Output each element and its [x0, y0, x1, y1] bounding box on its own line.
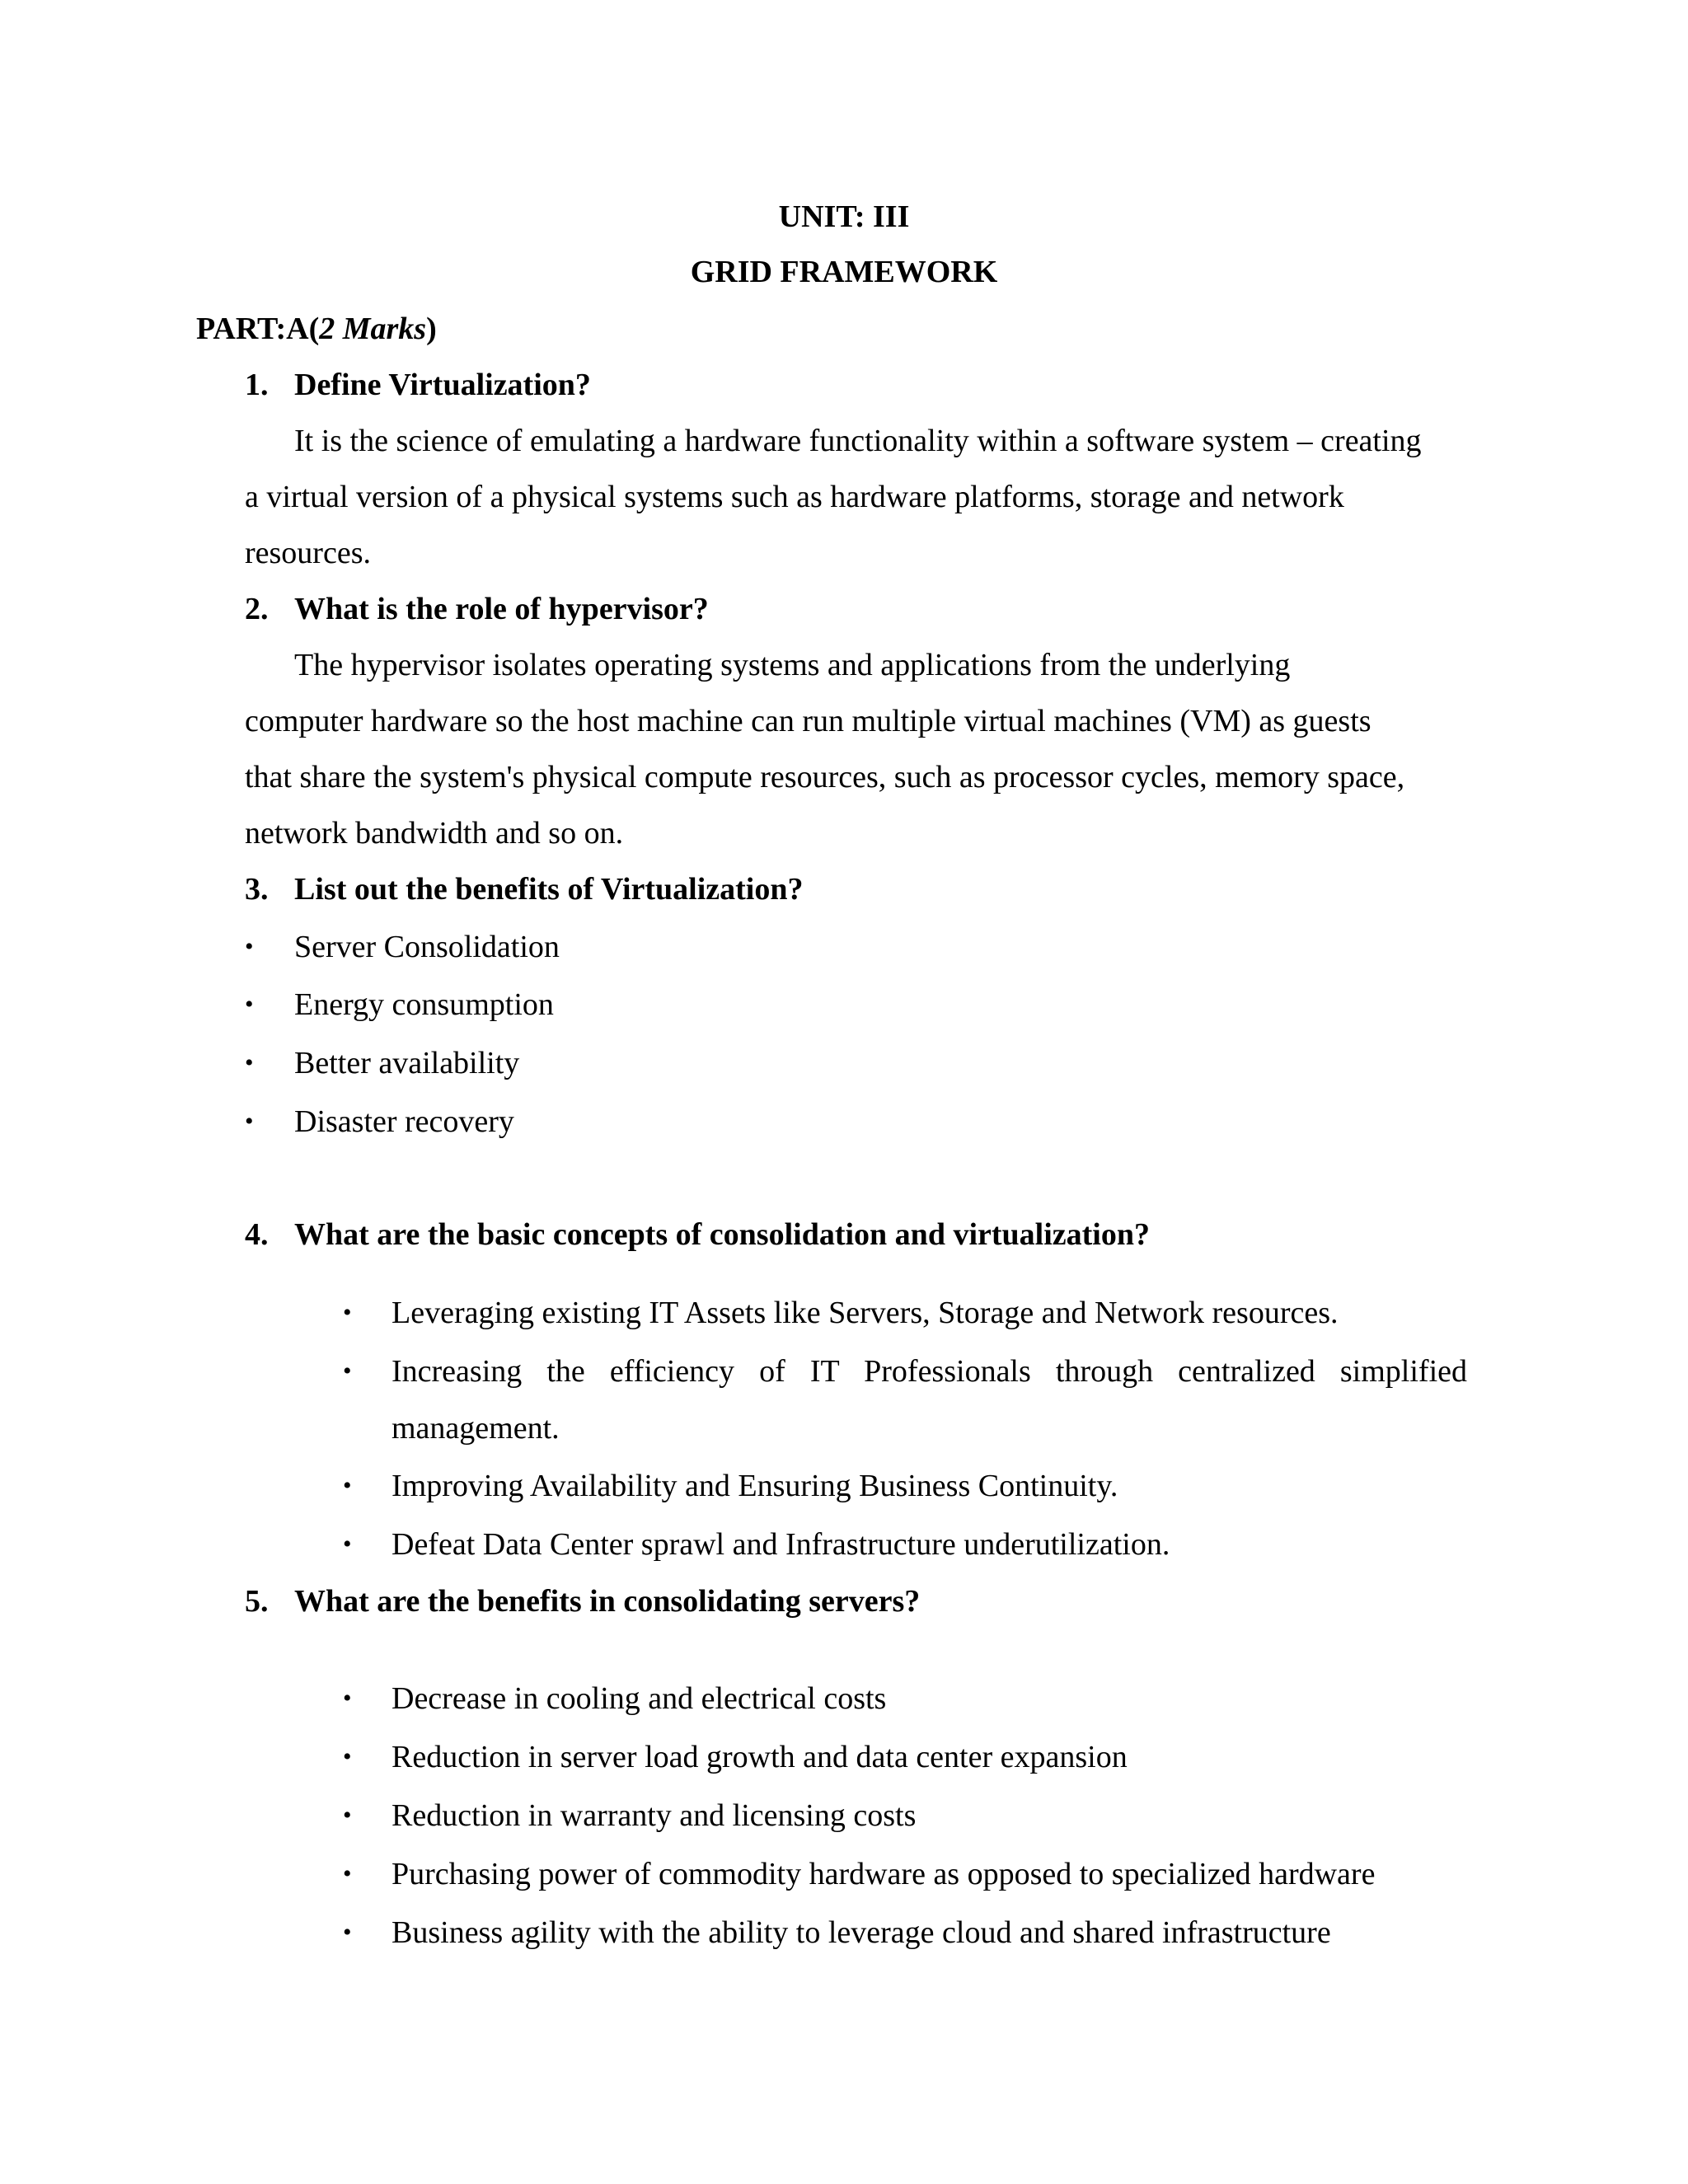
bullet-icon: • [343, 1685, 352, 1712]
unit-heading: UNIT: III [778, 199, 910, 234]
answer-line: network bandwidth and so on. [245, 816, 624, 851]
question-number: 1. [245, 368, 269, 402]
bullet-icon: • [343, 1802, 352, 1829]
part-marks: 2 Marks [319, 312, 427, 346]
part-heading [196, 310, 437, 348]
bullet-icon: • [245, 1049, 254, 1076]
bullet-icon: • [343, 1743, 352, 1770]
bullet-icon: • [245, 933, 254, 960]
list-item: Increasing the efficiency of IT Professionals through centralized simplified [392, 1354, 1467, 1389]
page-title: GRID FRAMEWORK [690, 255, 998, 289]
list-item: Business agility with the ability to leverage cloud and shared infrastructure [392, 1915, 1331, 1950]
list-item: Leveraging existing IT Assets like Servers, Storage and Network resources. [392, 1296, 1339, 1330]
answer-line: resources. [245, 536, 371, 570]
list-item: Better availability [294, 1046, 520, 1080]
list-item: Energy consumption [294, 987, 554, 1022]
list-item-continuation: management. [392, 1411, 560, 1446]
list-item: Improving Availability and Ensuring Business Continuity. [392, 1469, 1118, 1503]
answer-line: The hypervisor isolates operating systems and applications from the underlying [294, 648, 1291, 682]
question-number: 3. [245, 872, 269, 907]
question-number: 4. [245, 1217, 269, 1252]
answer-line: computer hardware so the host machine can run multiple virtual machines (VM) as guests [245, 704, 1372, 738]
question-text: What are the benefits in consolidating servers? [294, 1584, 921, 1619]
list-item: Reduction in server load growth and data center expansion [392, 1740, 1128, 1774]
question-text: Define Virtualization? [294, 368, 591, 402]
question-text: List out the benefits of Virtualization? [294, 872, 804, 907]
question-number: 2. [245, 592, 269, 626]
list-item: Server Consolidation [294, 930, 560, 964]
bullet-icon: • [245, 1108, 254, 1135]
answer-line: a virtual version of a physical systems such as hardware platforms, storage and network [245, 480, 1344, 514]
list-item: Reduction in warranty and licensing costs [392, 1798, 917, 1833]
bullet-icon: • [343, 1357, 352, 1385]
bullet-icon: • [343, 1299, 352, 1326]
answer-line: that share the system's physical compute resources, such as processor cycles, memory space, [245, 760, 1405, 794]
bullet-icon: • [343, 1860, 352, 1887]
bullet-icon: • [245, 991, 254, 1018]
question-text: What is the role of hypervisor? [294, 592, 709, 626]
bullet-icon: • [343, 1919, 352, 1946]
bullet-icon: • [343, 1472, 352, 1499]
list-item: Defeat Data Center sprawl and Infrastructure underutilization. [392, 1527, 1170, 1562]
list-item: Disaster recovery [294, 1104, 514, 1139]
question-text: What are the basic concepts of consolidation and virtualization? [294, 1217, 1150, 1252]
bullet-icon: • [343, 1530, 352, 1558]
question-number: 5. [245, 1584, 269, 1619]
list-item: Purchasing power of commodity hardware as opposed to specialized hardware [392, 1857, 1376, 1891]
part-close: ) [426, 312, 437, 346]
part-label: PART:A( [196, 312, 320, 346]
list-item: Decrease in cooling and electrical costs [392, 1681, 887, 1716]
answer-line: It is the science of emulating a hardware functionality within a software system – creating [294, 424, 1422, 458]
